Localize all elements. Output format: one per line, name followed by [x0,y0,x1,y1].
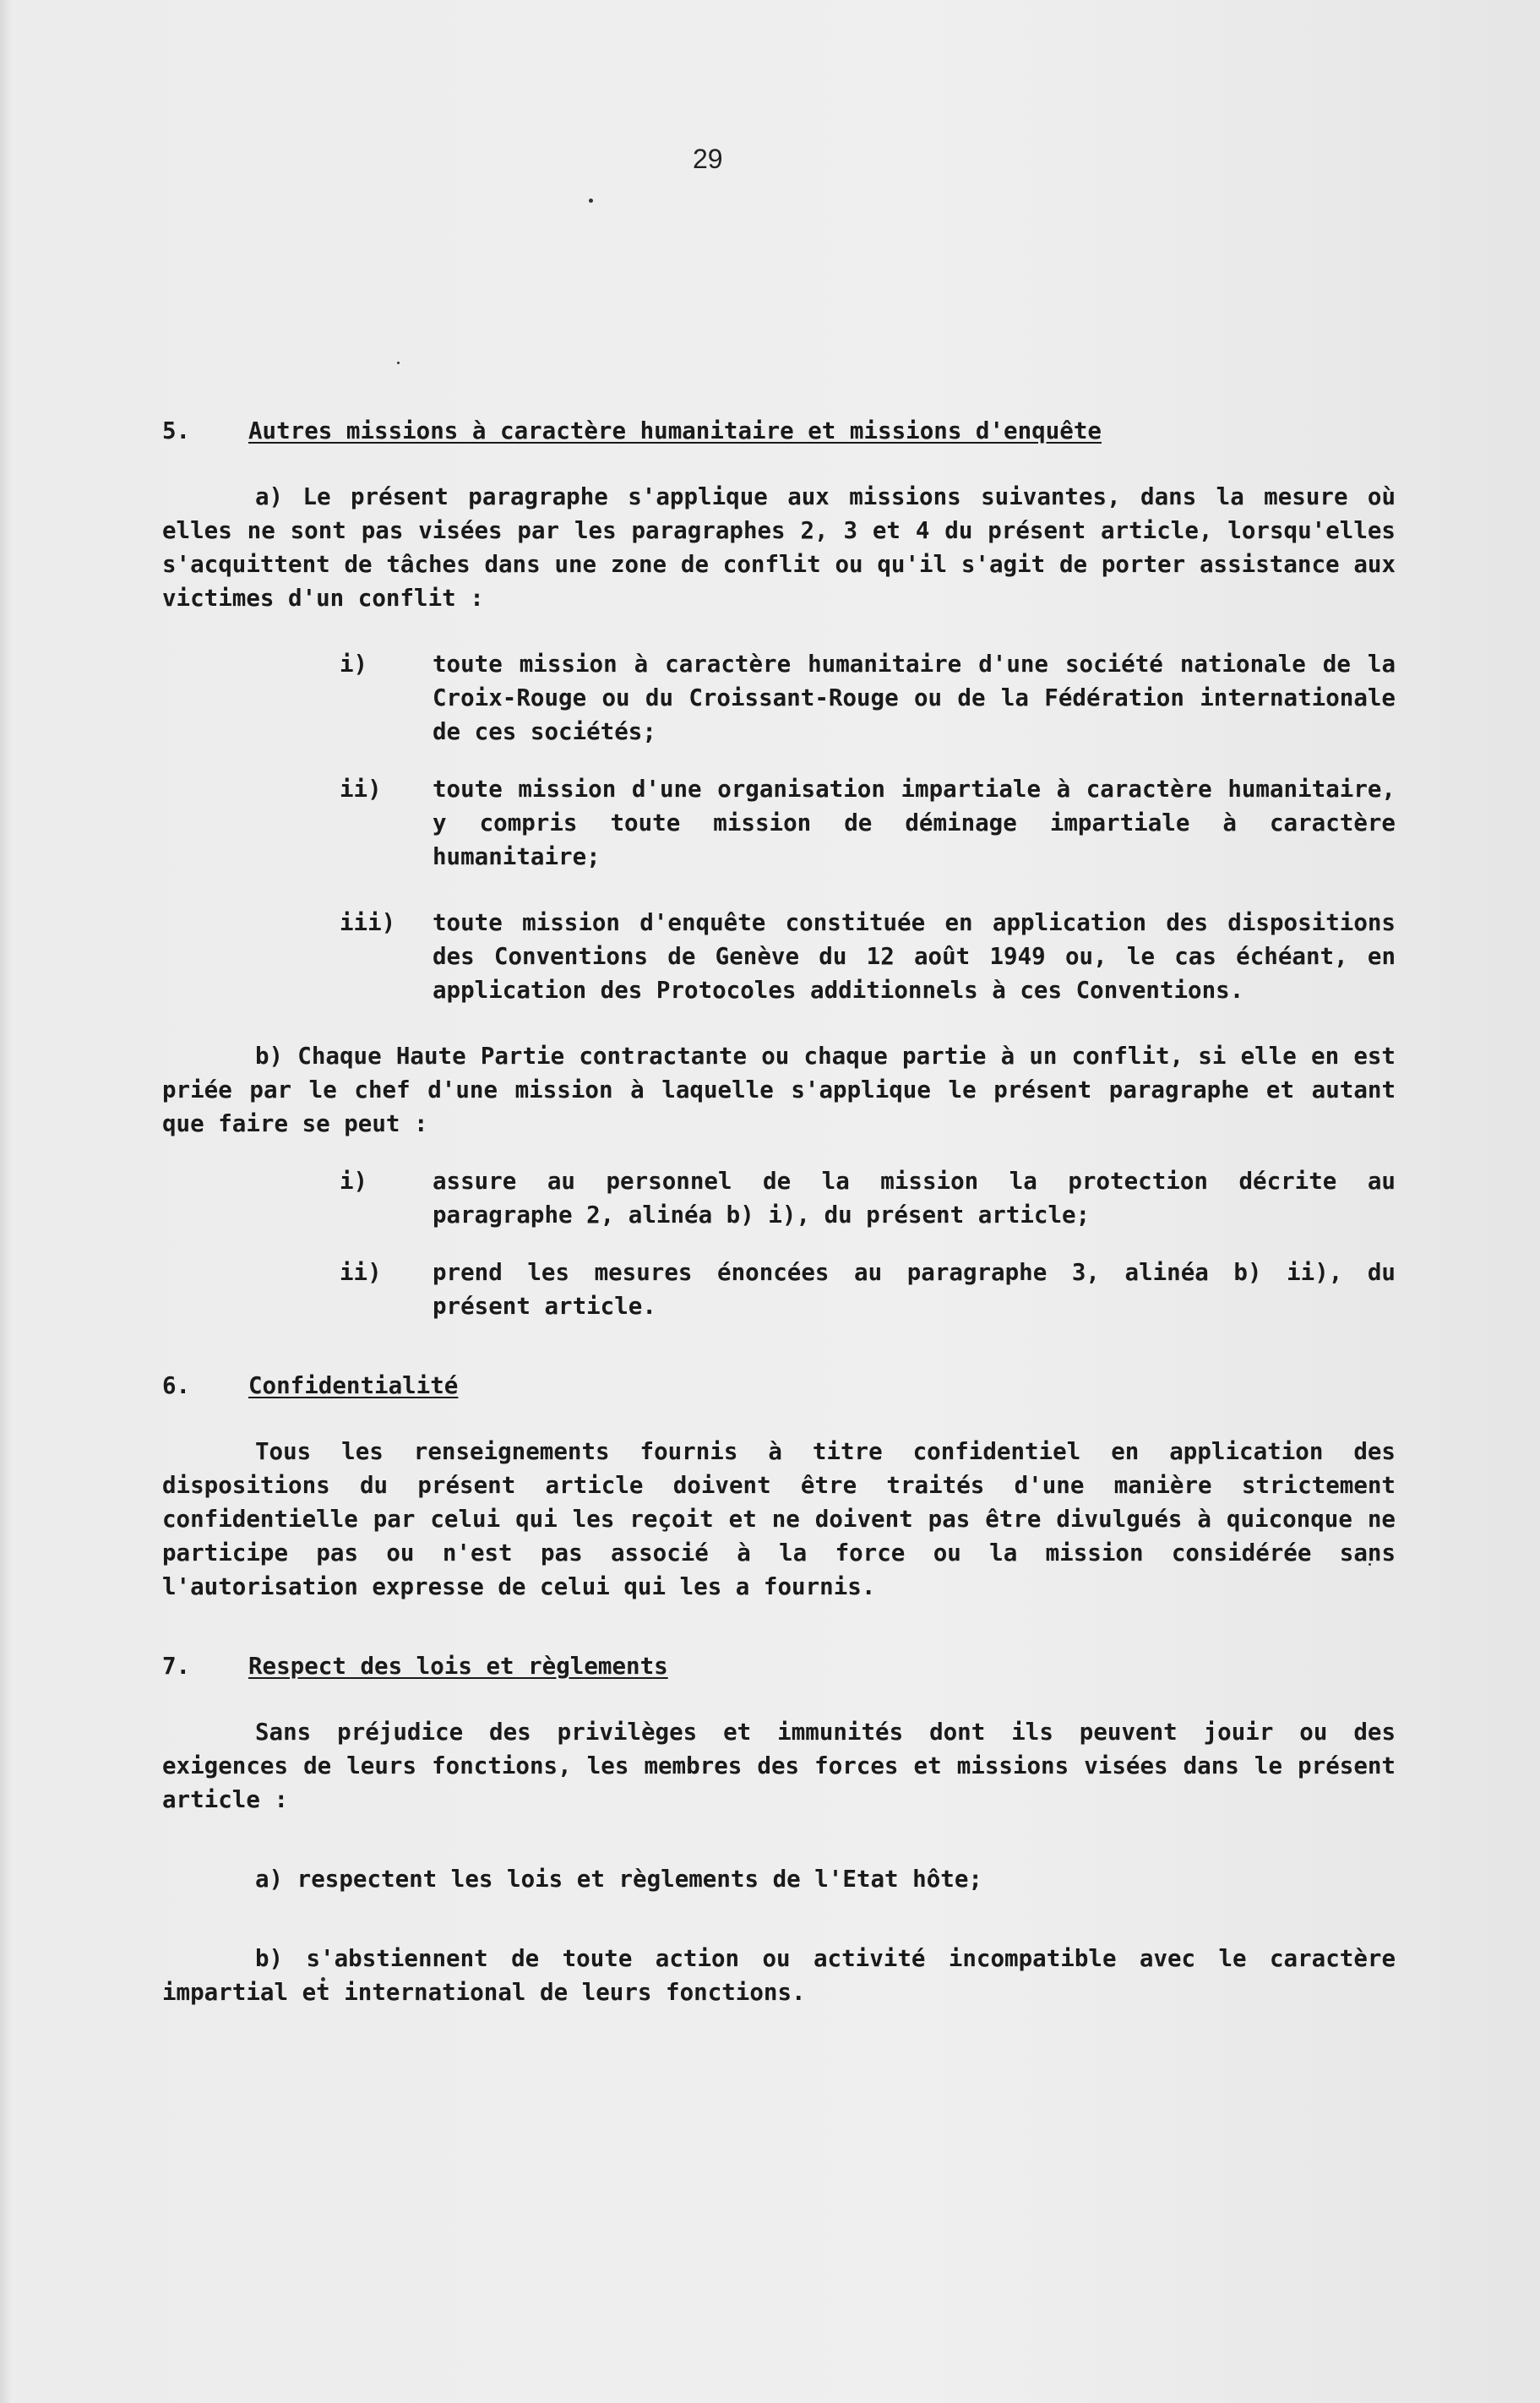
item-number: iii) [340,909,396,936]
document-body [162,414,1396,2009]
item-number: ii) [340,1259,382,1286]
section-title: Confidentialité [248,1372,459,1399]
item-text: assure au personnel de la mission la protection décrite au paragraphe 2, alinéa b) i), du présent article; [433,1168,1396,1229]
paragraph-5a: a) Le présent paragraphe s'applique aux missions suivantes, dans la mesure où elles ne sont pas visées par les paragraphes 2, 3 et 4 du présent article, lorsqu'elles s'acquittent de tâches dans une zone de conflit ou qu'il s'agit de porter assistance aux victimes d'un conflit : [162,483,1396,612]
list-item [340,1164,1396,1232]
item-text: toute mission à caractère humanitaire d'une société nationale de la Croix-Rouge ou du Croissant-Rouge ou de la Fédération internationale de ces sociétés; [433,651,1396,745]
paragraph-7a: a) respectent les lois et règlements de l'Etat hôte; [255,1866,982,1893]
section-6-heading [162,1369,1396,1403]
item-text: toute mission d'enquête constituée en application des dispositions des Conventions de Genève du 12 août 1949 ou, le cas échéant, en application des Protocoles additionnels à ces Conventions. [433,909,1396,1004]
section-title: Respect des lois et règlements [248,1653,668,1680]
section-5-heading [162,414,1396,448]
section-number: 5. [162,417,191,444]
section-title: Autres missions à caractère humanitaire et missions d'enquête [248,417,1102,444]
page-number: 29 [693,144,723,174]
item-number: ii) [340,776,382,803]
paragraph-7b: b) s'abstiennent de toute action ou activité incompatible avec le caractère impartial et international de leurs fonctions. [162,1945,1396,2006]
list-item [340,772,1396,874]
item-number: i) [340,651,368,678]
scan-speck [589,199,593,203]
paragraph-7: Sans préjudice des privilèges et immunités dont ils peuvent jouir ou des exigences de leurs fonctions, les membres des forces et missions visées dans le présent article : [162,1719,1396,1813]
scan-speck [397,362,400,364]
item-number: i) [340,1168,368,1195]
section-number: 7. [162,1653,191,1680]
item-text: prend les mesures énoncées au paragraphe 3, alinéa b) ii), du présent article. [433,1259,1396,1320]
paragraph-5b: b) Chaque Haute Partie contractante ou chaque partie à un conflit, si elle en est priée par le chef d'une mission à laquelle s'applique le présent paragraphe et autant que faire se peut : [162,1043,1396,1137]
list-item [340,906,1396,1007]
paragraph-6: Tous les renseignements fournis à titre confidentiel en application des dispositions du présent article doivent être traités d'une manière strictement confidentielle par celui qui les reçoit et ne doivent pas être divulgués à quiconque ne participe pas ou n'est pas associé à la force ou la mission considérée sans l'autorisation expresse de celui qui les a fournis. [162,1438,1396,1600]
item-text: toute mission d'une organisation impartiale à caractère humanitaire, y compris toute mission de déminage impartiale à caractère humanitaire; [433,776,1396,870]
list-item [340,647,1396,749]
list-item [340,1256,1396,1323]
section-number: 6. [162,1372,191,1399]
section-7-heading [162,1649,1396,1683]
